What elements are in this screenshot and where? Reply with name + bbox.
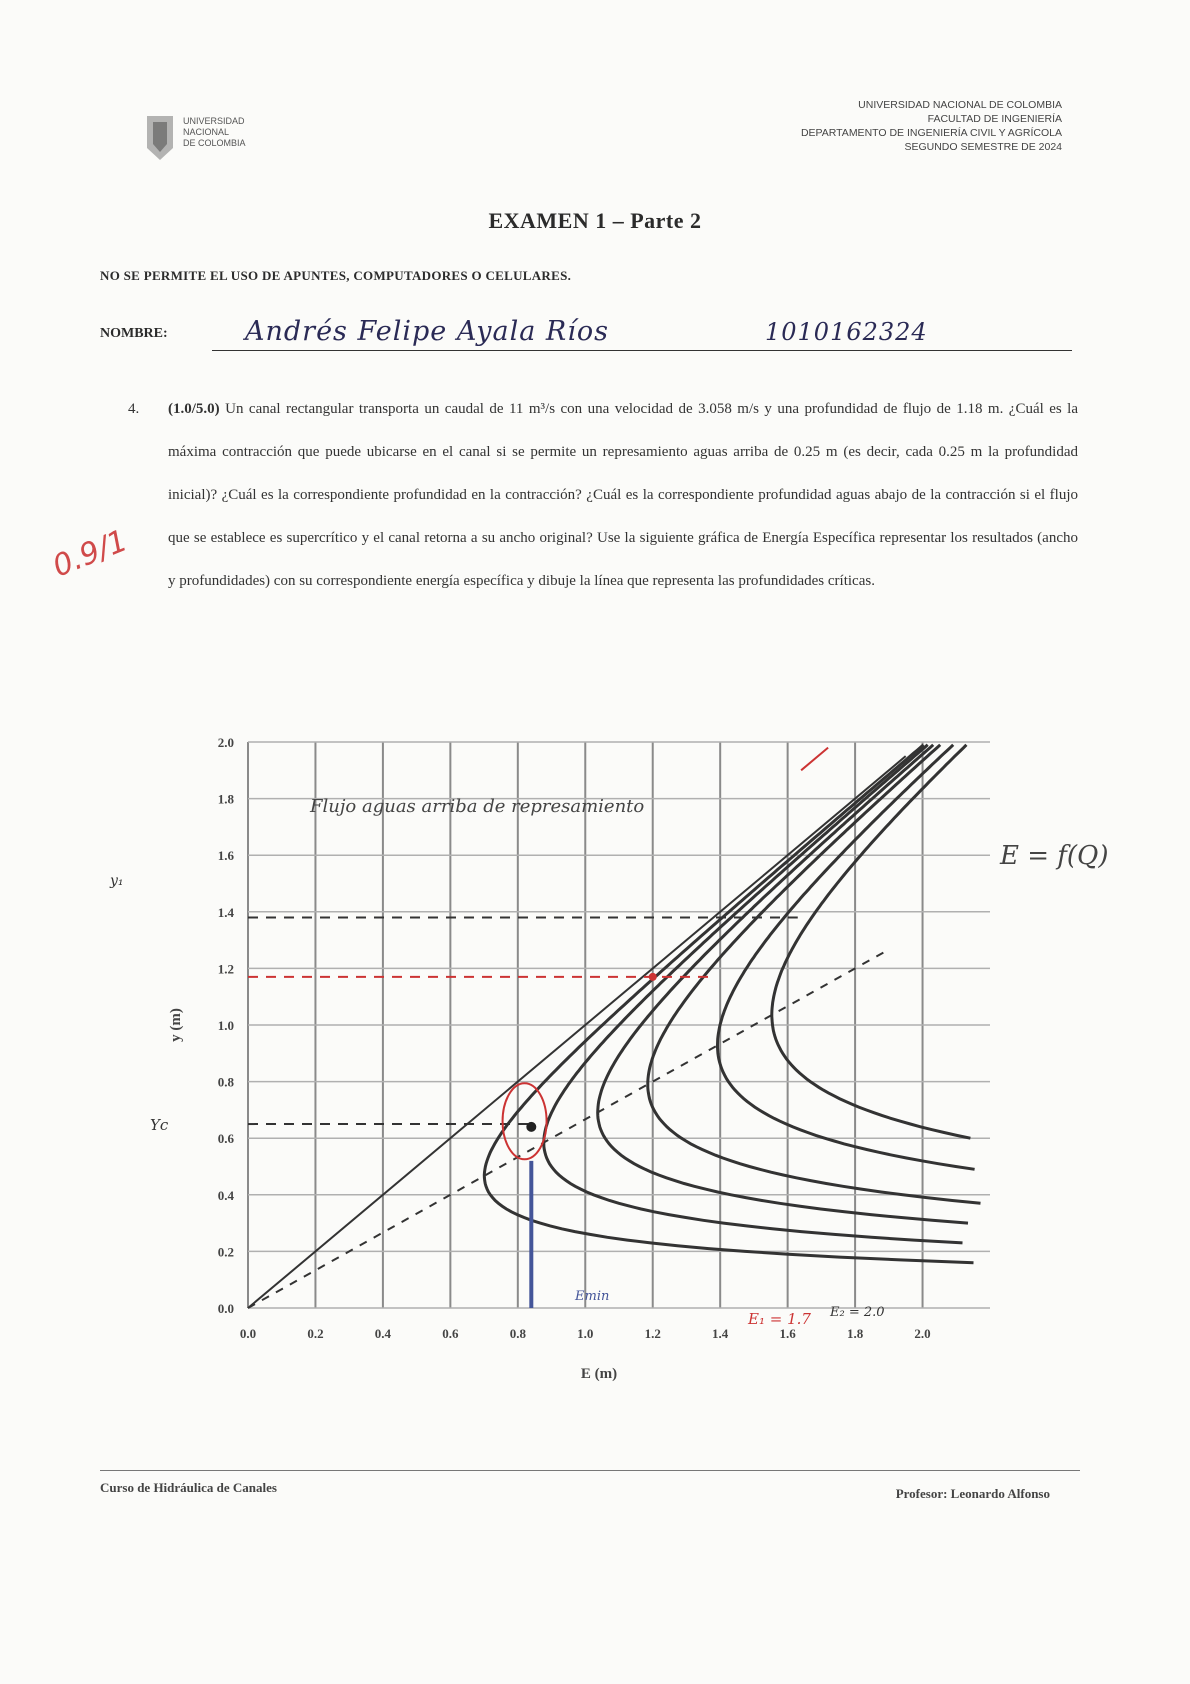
y-tick-label: 1.0 <box>217 1018 234 1033</box>
e2-label: E₂ = 2.0 <box>830 1305 885 1320</box>
y-tick-label: 0.6 <box>217 1131 234 1147</box>
x-axis-label: E (m) <box>580 1366 618 1382</box>
energy-curve <box>484 745 973 1263</box>
curve-equation-label: E = f(Q) <box>1000 841 1109 871</box>
grade-mark: 0.9/1 <box>48 523 133 585</box>
x-tick-label: 1.2 <box>644 1326 661 1341</box>
y-tick-label: 1.2 <box>217 961 234 977</box>
footer-divider <box>100 1470 1080 1471</box>
energy-curve <box>772 745 971 1138</box>
y-tick-label: 1.4 <box>217 904 234 920</box>
institution-line-2: FACULTAD DE INGENIERÍA <box>927 113 1062 125</box>
red-arrow <box>801 748 828 771</box>
x-tick-label: 0.2 <box>307 1326 324 1341</box>
emin-label: Emin <box>575 1289 610 1304</box>
problem-text: Un canal rectangular transporta un caudal de 11 m³/s con una velocidad de 3.058 m/s y una profundidad de flujo de 1.18 m. ¿Cuál es la máxima contracción que puede ubicarse en el canal si se permite un represamiento aguas arriba de 0.25 m (es decir, cada 0.25 m la profundidad inicial)? ¿Cuál es la correspondiente profundidad en la contracción? ¿Cuál es la correspondiente profundidad aguas abajo de la contracción si el flujo que se establece es supercrítico y el canal retorna a su ancho original? Use la siguiente gráfica de Energía Específica representar los resultados (ancho y profundidades) con su correspondiente energía específica y dibuje la línea que representa las profundidades críticas. <box>168 401 1078 589</box>
institution-line-3: DEPARTAMENTO DE INGENIERÍA CIVIL Y AGRÍCOLA <box>800 127 1062 139</box>
student-id-handwritten: 1010162324 <box>765 318 928 346</box>
footer-professor: Profesor: Leonardo Alfonso <box>895 1486 1050 1501</box>
logo-line-3: DE COLOMBIA <box>183 138 246 148</box>
y-tick-label: 0.4 <box>217 1187 234 1203</box>
x-tick-label: 1.0 <box>577 1326 594 1341</box>
name-label: NOMBRE: <box>100 326 168 341</box>
y-tick-label: 0.8 <box>217 1074 234 1090</box>
student-name-handwritten: Andrés Felipe Ayala Ríos <box>245 316 609 347</box>
e1-label: E₁ = 1.7 <box>748 1310 811 1328</box>
chart-handwritten-note: Flujo aguas arriba de represamiento <box>310 796 645 817</box>
x-tick-label: 1.6 <box>779 1326 796 1341</box>
x-tick-label: 0.8 <box>509 1326 526 1341</box>
energy-curve <box>718 745 975 1170</box>
x-tick-label: 1.8 <box>846 1326 864 1341</box>
institution-line-4: SEGUNDO SEMESTRE DE 2024 <box>904 141 1062 153</box>
y-tick-label: 2.0 <box>217 735 234 750</box>
x-tick-label: 1.4 <box>712 1326 729 1341</box>
yc-label: Yc <box>150 1116 169 1134</box>
upstream-depth-label: y₁ <box>110 873 124 889</box>
asymptote-line <box>248 756 906 1308</box>
logo-line-1: UNIVERSIDAD <box>183 116 245 126</box>
red-point <box>649 973 657 981</box>
x-tick-label: 2.0 <box>914 1326 931 1341</box>
y-tick-label: 0.2 <box>217 1244 234 1260</box>
footer-course: Curso de Hidráulica de Canales <box>100 1480 277 1495</box>
problem-points: (1.0/5.0) <box>168 401 220 417</box>
x-tick-label: 0.0 <box>239 1326 257 1341</box>
y-tick-label: 1.6 <box>217 848 234 864</box>
logo-line-2: NACIONAL <box>183 127 230 137</box>
x-tick-label: 0.4 <box>374 1326 392 1341</box>
y-tick-label: 1.8 <box>217 791 234 807</box>
y-tick-label: 0.0 <box>217 1301 234 1316</box>
exam-title: EXAMEN 1 – Parte 2 <box>488 208 702 233</box>
critical-point-dot <box>526 1122 536 1132</box>
y-axis-label: y (m) <box>168 1008 184 1042</box>
problem-number: 4. <box>128 401 140 417</box>
institution-line-1: UNIVERSIDAD NACIONAL DE COLOMBIA <box>858 99 1062 111</box>
exam-rules: NO SE PERMITE EL USO DE APUNTES, COMPUTADORES O CELULARES. <box>100 268 572 283</box>
x-tick-label: 0.6 <box>442 1326 459 1341</box>
